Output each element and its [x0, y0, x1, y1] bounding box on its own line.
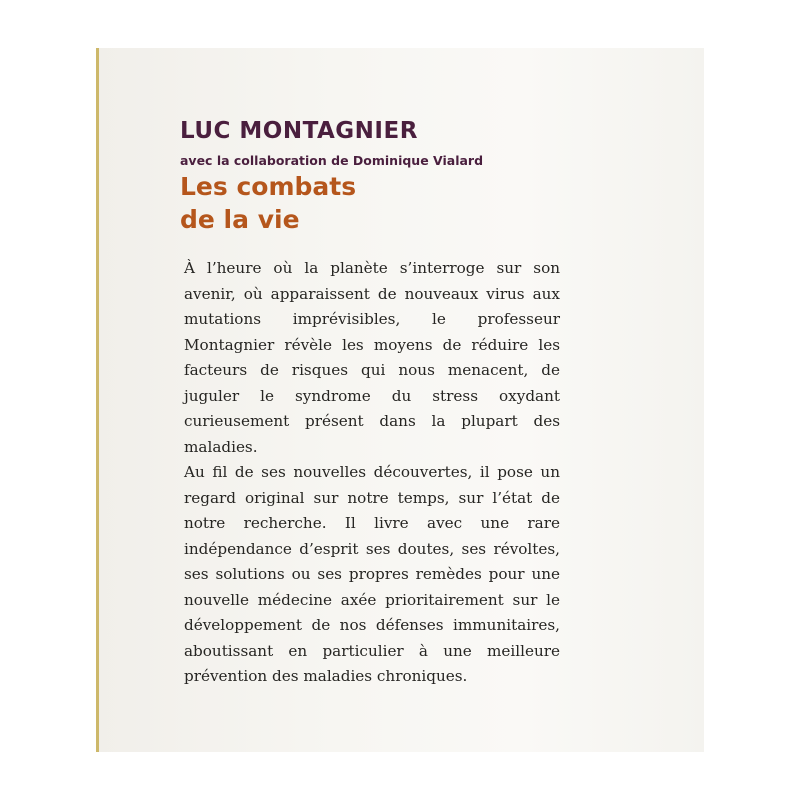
collaboration-credit: avec la collaboration de Dominique Vialard	[180, 153, 484, 168]
book-title-line-2: de la vie	[180, 205, 300, 234]
blurb-paragraph-2: Au fil de ses nouvelles découvertes, il pose un regard original sur notre temps, sur l’état de notre recherche. Il livre avec une rare indépendance d’esprit ses doutes, ses révoltes, ses solutions ou ses propres remèdes pour une nouvelle médecine axée prioritairement sur le développement de nos défenses immunitaires, aboutissant en particulier à une meilleure prévention des maladies chroniques.	[184, 463, 560, 685]
cover-edge	[96, 48, 99, 752]
book-title	[180, 170, 356, 236]
author-name: LUC MONTAGNIER	[180, 118, 418, 144]
blurb-text	[184, 256, 560, 690]
blurb-paragraph-1: À l’heure où la planète s’interroge sur son avenir, où apparaissent de nouveaux virus aux mutations imprévisibles, le professeur Montagnier révèle les moyens de réduire les facteurs de risques qui nous menacent, de juguler le syndrome du stress oxydant curieusement présent dans la plupart des maladies.	[184, 259, 560, 456]
book-title-line-1: Les combats	[180, 172, 357, 201]
